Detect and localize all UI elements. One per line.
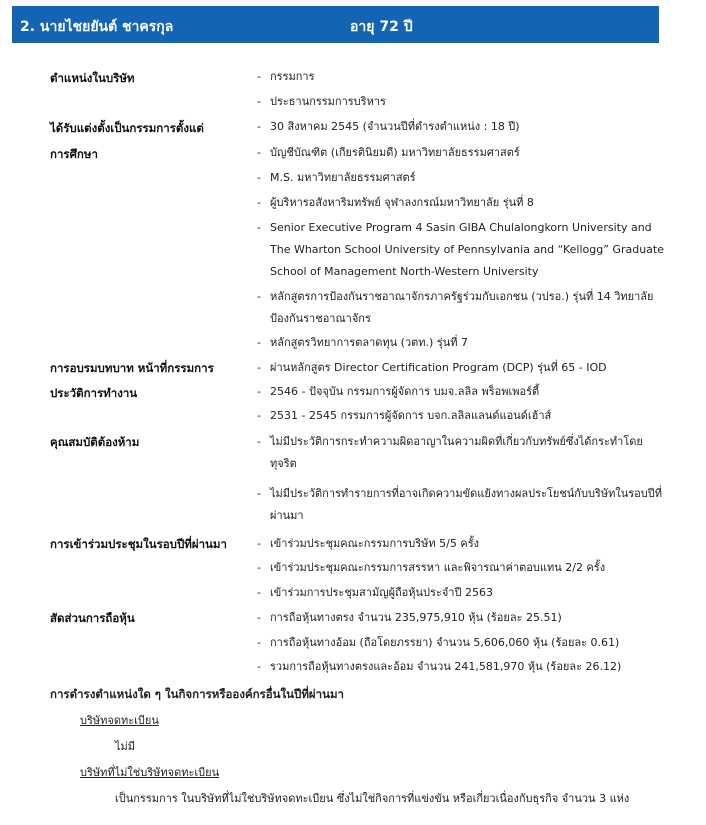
listed-companies-text: ไม่มี bbox=[115, 740, 136, 753]
section-label-meeting-attendance: การเข้าร่วมประชุมในรอบปีที่ผ่านมา bbox=[50, 537, 227, 551]
section-label-prohibited-qualifications: คุณสมบัติต้องห้าม bbox=[50, 435, 140, 449]
section-label-appointed-date: ได้รับแต่งตั้งเป็นกรรมการตั้งแต่ bbox=[50, 121, 204, 135]
section-label-work-history: ประวัติการทำงาน bbox=[50, 386, 138, 400]
section-label-director-training: การอบรมบทบาท หน้าที่กรรมการ bbox=[50, 361, 214, 375]
other-positions-title: การดำรงตำแหน่งใด ๆ ในกิจการหรือองค์กรอื่นในปีที่ผ่านมา bbox=[50, 687, 344, 701]
director-name: 2. นายไชยยันต์ ชาครกุล bbox=[20, 19, 174, 35]
list-item: - หลักสูตรการป้องกันราชอาณาจักรภาครัฐร่วมกับเอกชน (วปรอ.) รุ่นที่ 14 วิทยาลัยป้องกันราชอาณาจักร bbox=[257, 290, 654, 325]
listed-companies-heading: บริษัทจดทะเบียน bbox=[80, 714, 159, 727]
non-listed-companies-heading: บริษัทที่ไม่ใช่บริษัทจดทะเบียน bbox=[80, 766, 220, 779]
section-label-education: การศึกษา bbox=[50, 147, 98, 161]
list-item: - ไม่มีประวัติการทำรายการที่อาจเกิดความขัดแย้งทางผลประโยชน์กับบริษัทในรอบปีที่ผ่านมา bbox=[257, 487, 662, 522]
non-listed-companies-text: เป็นกรรมการ ในบริษัทที่ไม่ใช่บริษัทจดทะเบียน ซึ่งไม่ใช่กิจการที่แข่งขัน หรือเกี่ยวเนื่องกับธุรกิจ จำนวน 3 แห่ง bbox=[115, 792, 630, 805]
director-age: อายุ 72 ปี bbox=[350, 19, 413, 35]
profile-header-bar bbox=[12, 6, 659, 43]
list-item: - Senior Executive Program 4 Sasin GIBA Chulalongkorn University and The Wharton School University of Pennsylvania and “Kellogg” Graduate School of Management North-Western University bbox=[257, 221, 664, 278]
section-label-shareholding: สัดส่วนการถือหุ้น bbox=[50, 611, 135, 625]
list-item: - ไม่มีประวัติการกระทำความผิดอาญาในความผิดที่เกี่ยวกับทรัพย์ซึ่งได้กระทำโดยทุจริต bbox=[257, 435, 643, 470]
section-label-position: ตำแหน่งในบริษัท bbox=[50, 71, 135, 85]
